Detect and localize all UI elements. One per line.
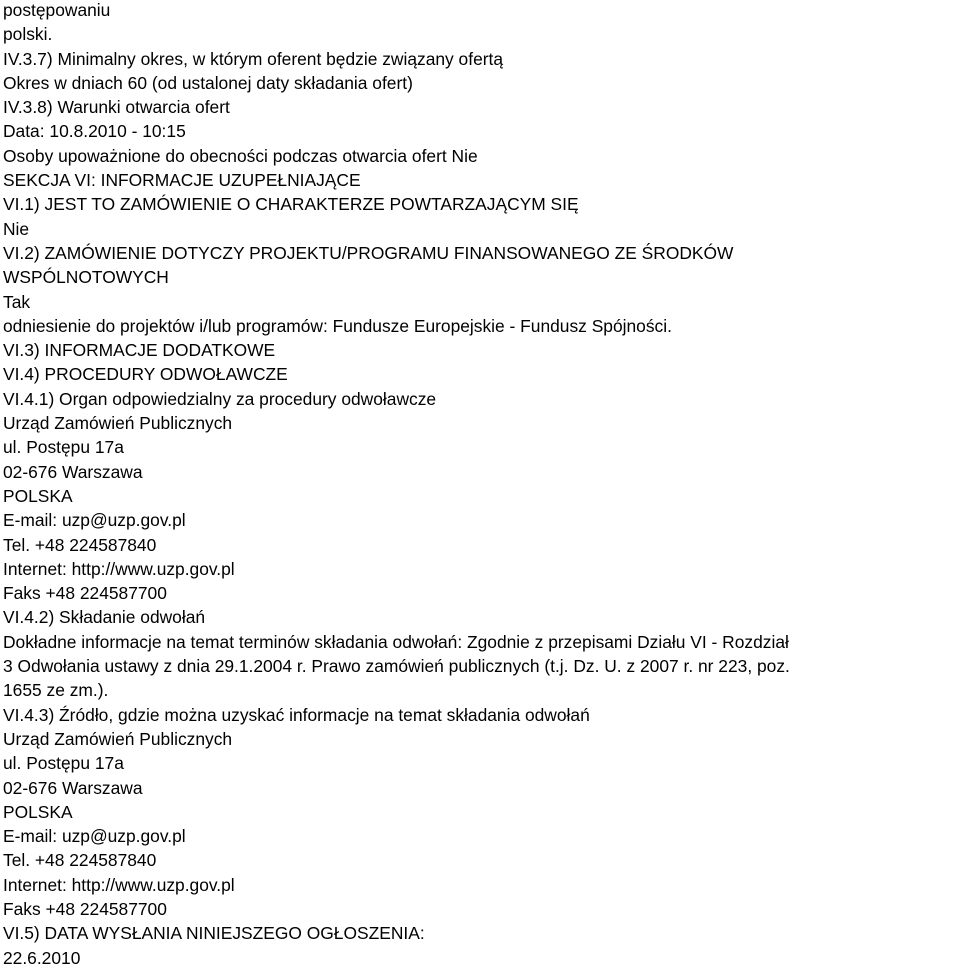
text-line: Okres w dniach 60 (od ustalonej daty składania ofert): [3, 72, 413, 93]
text-line: Data: 10.8.2010 - 10:15: [3, 121, 186, 142]
text-line: Osoby upoważnione do obecności podczas otwarcia ofert Nie: [3, 145, 478, 166]
address-street: ul. Postępu 17a: [3, 437, 124, 458]
organization-name: Urząd Zamówień Publicznych: [3, 413, 233, 434]
contact-phone: Tel. +48 224587840: [3, 850, 157, 871]
section-heading: VI.4) PROCEDURY ODWOŁAWCZE: [3, 364, 288, 385]
text-line: 1655 ze zm.).: [3, 680, 109, 701]
text-line: polski.: [3, 24, 53, 45]
section-heading: IV.3.7) Minimalny okres, w którym oferent będzie związany ofertą: [3, 48, 504, 69]
contact-website: Internet: http://www.uzp.gov.pl: [3, 874, 235, 895]
organization-name: Urząd Zamówień Publicznych: [3, 728, 233, 749]
section-heading: VI.4.3) Źródło, gdzie można uzyskać informacje na temat składania odwołań: [3, 704, 590, 725]
section-heading: VI.1) JEST TO ZAMÓWIENIE O CHARAKTERZE POWTARZAJĄCYM SIĘ: [3, 194, 579, 215]
contact-fax: Faks +48 224587700: [3, 583, 167, 604]
section-heading: VI.2) ZAMÓWIENIE DOTYCZY PROJEKTU/PROGRAMU FINANSOWANEGO ZE ŚRODKÓW: [3, 242, 734, 263]
contact-website: Internet: http://www.uzp.gov.pl: [3, 558, 235, 579]
document-page: [3, 0, 960, 970]
address-country: POLSKA: [3, 485, 73, 506]
contact-fax: Faks +48 224587700: [3, 898, 167, 919]
section-heading: VI.3) INFORMACJE DODATKOWE: [3, 340, 276, 361]
text-line: WSPÓLNOTOWYCH: [3, 267, 169, 288]
publication-date: 22.6.2010: [3, 947, 81, 968]
section-heading: VI.4.1) Organ odpowiedzialny za procedury odwoławcze: [3, 388, 437, 409]
text-line: Tak: [3, 291, 31, 312]
contact-email: E-mail: uzp@uzp.gov.pl: [3, 510, 186, 531]
address-street: ul. Postępu 17a: [3, 753, 124, 774]
text-line: 3 Odwołania ustawy z dnia 29.1.2004 r. Prawo zamówień publicznych (t.j. Dz. U. z 2007 r. nr 223, poz.: [3, 656, 790, 677]
contact-phone: Tel. +48 224587840: [3, 534, 157, 555]
contact-email: E-mail: uzp@uzp.gov.pl: [3, 826, 186, 847]
section-heading: IV.3.8) Warunki otwarcia ofert: [3, 97, 230, 118]
address-country: POLSKA: [3, 801, 73, 822]
text-line: postępowaniu: [3, 0, 111, 20]
text-line: odniesienie do projektów i/lub programów: Fundusze Europejskie - Fundusz Spójności.: [3, 315, 672, 336]
text-line: Dokładne informacje na temat terminów składania odwołań: Zgodnie z przepisami Działu VI - Rozdział: [3, 631, 789, 652]
text-line: Nie: [3, 218, 30, 239]
section-heading: VI.4.2) Składanie odwołań: [3, 607, 206, 628]
section-heading: SEKCJA VI: INFORMACJE UZUPEŁNIAJĄCE: [3, 170, 361, 191]
address-city: 02-676 Warszawa: [3, 777, 143, 798]
address-city: 02-676 Warszawa: [3, 461, 143, 482]
section-heading: VI.5) DATA WYSŁANIA NINIEJSZEGO OGŁOSZENIA:: [3, 923, 425, 944]
